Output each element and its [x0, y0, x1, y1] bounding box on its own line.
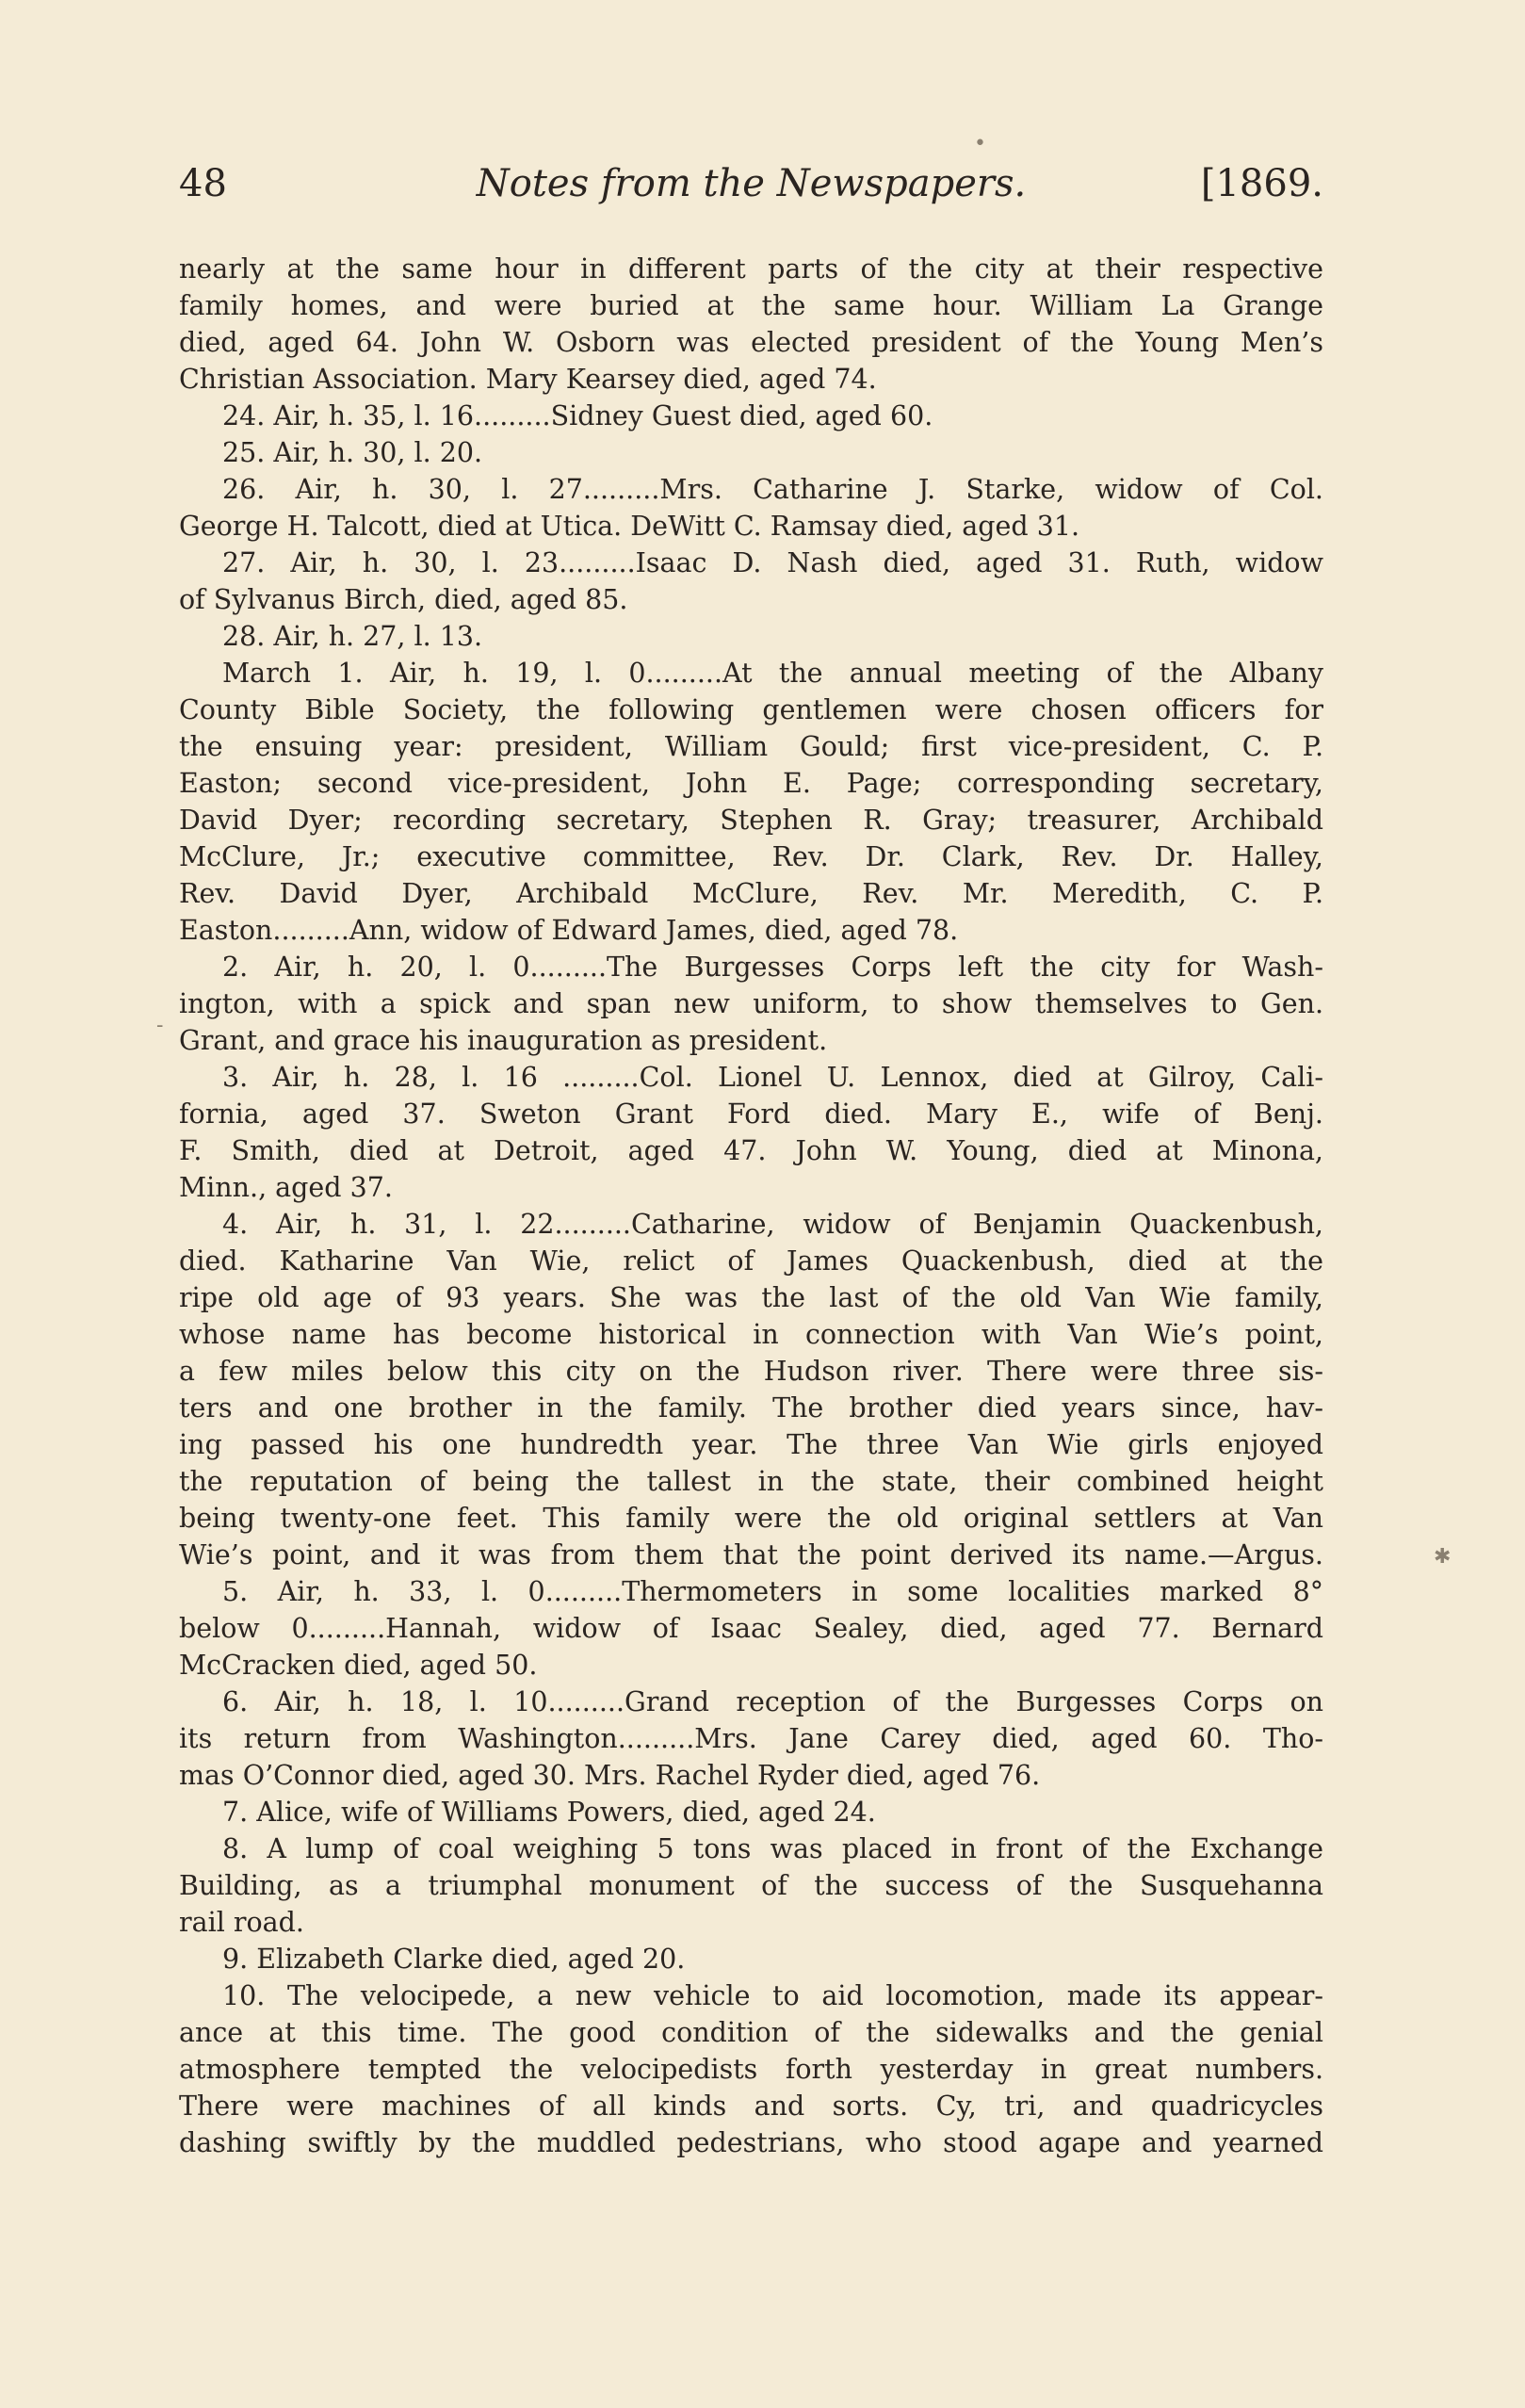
text-line: David Dyer; recording secretary, Stephen R. Gray; treasurer, Archibald	[179, 805, 1323, 836]
text-line: of Sylvanus Birch, died, aged 85.	[179, 584, 628, 615]
text-line: ington, with a spick and span new uniform, to show themselves to Gen.	[179, 988, 1323, 1019]
ink-speck: •	[974, 132, 986, 155]
entry-line: 7. Alice, wife of Williams Powers, died, aged 24.	[222, 1797, 876, 1828]
text-line: ripe old age of 93 years. She was the last of the old Van Wie family,	[179, 1282, 1323, 1313]
entry-line: 27. Air, h. 30, l. 23.........Isaac D. Nash died, aged 31. Ruth, widow	[222, 547, 1323, 578]
text-line: died, aged 64. John W. Osborn was elected president of the Young Men’s	[179, 327, 1323, 358]
margin-flourish: ✱	[1434, 1545, 1452, 1569]
entry-line: 3. Air, h. 28, l. 16 .........Col. Lionel U. Lennox, died at Gilroy, Cali-	[222, 1062, 1323, 1093]
text-line: the ensuing year: president, William Gould; first vice-president, C. P.	[179, 731, 1323, 762]
text-line: Christian Association. Mary Kearsey died, aged 74.	[179, 364, 877, 395]
page-header	[179, 162, 1323, 219]
text-line: a few miles below this city on the Hudson river. There were three sis-	[179, 1356, 1323, 1387]
entry-line: 2. Air, h. 20, l. 0.........The Burgesses Corps left the city for Wash-	[222, 952, 1323, 983]
text-line: rail road.	[179, 1907, 304, 1938]
text-line: ance at this time. The good condition of the sidewalks and the genial	[179, 2017, 1323, 2048]
entry-line: 8. A lump of coal weighing 5 tons was placed in front of the Exchange	[222, 1833, 1323, 1864]
text-line: Grant, and grace his inauguration as president.	[179, 1025, 828, 1056]
text-line: died. Katharine Van Wie, relict of James Quackenbush, died at the	[179, 1245, 1323, 1277]
entry-line: 25. Air, h. 30, l. 20.	[222, 437, 483, 468]
text-line: Rev. David Dyer, Archibald McClure, Rev. Mr. Meredith, C. P.	[179, 878, 1323, 909]
running-title: Notes from the Newspapers.	[476, 162, 1027, 205]
entry-line: 5. Air, h. 33, l. 0.........Thermometers in some localities marked 8°	[222, 1576, 1323, 1607]
text-line: atmosphere tempted the velocipedists forth yesterday in great numbers.	[179, 2054, 1323, 2085]
text-line: County Bible Society, the following gentlemen were chosen officers for	[179, 694, 1323, 725]
text-line: Building, as a triumphal monument of the success of the Susquehanna	[179, 1870, 1323, 1901]
text-line: Easton; second vice-president, John E. Page; corresponding secretary,	[179, 768, 1323, 799]
text-line: ing passed his one hundredth year. The three Van Wie girls enjoyed	[179, 1429, 1323, 1460]
text-line: McClure, Jr.; executive committee, Rev. Dr. Clark, Rev. Dr. Halley,	[179, 841, 1323, 872]
text-line: mas O’Connor died, aged 30. Mrs. Rachel Ryder died, aged 76.	[179, 1760, 1041, 1791]
text-line: George H. Talcott, died at Utica. DeWitt C. Ramsay died, aged 31.	[179, 511, 1080, 542]
text-line: F. Smith, died at Detroit, aged 47. John W. Young, died at Minona,	[179, 1135, 1323, 1166]
year-mark: [1869.	[1200, 162, 1323, 205]
margin-mark: -	[156, 1014, 164, 1037]
body-text	[179, 251, 1323, 2161]
text-line: below 0.........Hannah, widow of Isaac Sealey, died, aged 77. Bernard	[179, 1613, 1323, 1644]
text-line: Easton.........Ann, widow of Edward James, died, aged 78.	[179, 915, 959, 946]
text-line: family homes, and were buried at the same hour. William La Grange	[179, 290, 1323, 321]
text-line: being twenty-one feet. This family were the old original settlers at Van	[179, 1503, 1323, 1534]
text-line: nearly at the same hour in different parts of the city at their respective	[179, 253, 1323, 285]
text-line: fornia, aged 37. Sweton Grant Ford died. Mary E., wife of Benj.	[179, 1098, 1323, 1130]
text-line: McCracken died, aged 50.	[179, 1650, 538, 1681]
entry-line: 10. The velocipede, a new vehicle to aid locomotion, made its appear-	[222, 1980, 1323, 2011]
text-line: Wie’s point, and it was from them that the point derived its name.—Argus.	[179, 1539, 1323, 1570]
entry-line: 4. Air, h. 31, l. 22.........Catharine, widow of Benjamin Quackenbush,	[222, 1209, 1323, 1240]
text-line: Minn., aged 37.	[179, 1172, 393, 1203]
page-number: 48	[179, 162, 227, 205]
text-line: its return from Washington.........Mrs. Jane Carey died, aged 60. Tho-	[179, 1723, 1323, 1754]
entry-line: 26. Air, h. 30, l. 27.........Mrs. Catharine J. Starke, widow of Col.	[222, 474, 1323, 505]
entry-line: 24. Air, h. 35, l. 16.........Sidney Guest died, aged 60.	[222, 400, 933, 431]
text-line: the reputation of being the tallest in the state, their combined height	[179, 1466, 1323, 1497]
entry-line: 28. Air, h. 27, l. 13.	[222, 621, 483, 652]
text-line: There were machines of all kinds and sorts. Cy, tri, and quadricycles	[179, 2091, 1323, 2122]
entry-line: March 1. Air, h. 19, l. 0.........At the annual meeting of the Albany	[222, 658, 1323, 689]
text-line: ters and one brother in the family. The brother died years since, hav-	[179, 1392, 1323, 1424]
entry-line: 6. Air, h. 18, l. 10.........Grand reception of the Burgesses Corps on	[222, 1686, 1323, 1717]
text-line: dashing swiftly by the muddled pedestrians, who stood agape and yearned	[179, 2127, 1323, 2158]
entry-line: 9. Elizabeth Clarke died, aged 20.	[222, 1944, 686, 1975]
text-line: whose name has become historical in connection with Van Wie’s point,	[179, 1319, 1323, 1350]
